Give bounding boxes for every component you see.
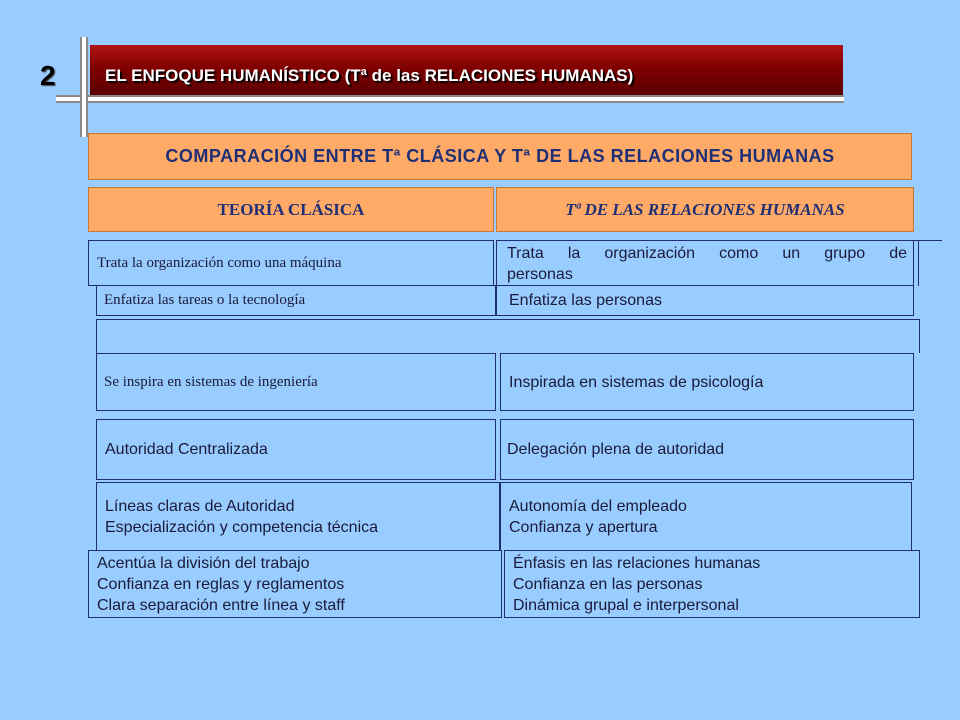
row-6-classic-line-2: Confianza en reglas y reglamentos [97,575,345,593]
row-2-human [496,285,914,316]
slide-title: EL ENFOQUE HUMANÍSTICO (Tª de las RELACIONES HUMANAS) [105,66,634,85]
row-1-human [496,240,914,286]
row-6-human-line-2: Confianza en las personas [513,575,703,593]
row-5-classic [96,482,500,550]
header-vertical-rule [80,37,88,137]
row-6-classic-line-3: Clara separación entre línea y staff [97,596,345,614]
row-4-human [500,419,914,480]
row-5-human [500,482,912,550]
column-header-human-relations: Tª DE LAS RELACIONES HUMANAS [496,187,914,232]
row-6-human-line-1: Énfasis en las relaciones humanas [513,554,761,572]
row-6-classic [88,550,502,618]
row-4-classic [96,419,496,480]
column-header-classic: TEORÍA CLÁSICA [88,187,494,232]
row-3-classic-text: Se inspira en sistemas de ingeniería [104,373,318,390]
slide-number: 2 [40,60,56,91]
row-4-human-text: Delegación plena de autoridad [507,441,725,458]
row-4-classic-text: Autoridad Centralizada [105,441,268,458]
row-5-classic-line-2: Especialización y competencia técnica [105,518,379,536]
row-3-human-text: Inspirada en sistemas de psicología [509,373,764,391]
row-2-human-text: Enfatiza las personas [509,292,662,309]
row-5-classic-line-1: Líneas claras de Autoridad [105,497,295,515]
row-3-human [500,353,914,411]
row-5-human-line-2: Confianza y apertura [509,518,658,536]
row-1-classic [88,240,494,286]
comparison-heading: COMPARACIÓN ENTRE Tª CLÁSICA Y Tª DE LAS RELACIONES HUMANAS [88,133,912,180]
row-6-human-line-3: Dinámica grupal e interpersonal [513,596,739,614]
row-5-human-line-1: Autonomía del empleado [509,497,687,515]
row-3-classic [96,353,496,411]
row-2-classic-text: Enfatiza las tareas o la tecnología [104,292,306,308]
row-1-human-text: Trata la organización como un grupo de personas [507,245,907,283]
row-6-classic-line-1: Acentúa la división del trabajo [97,554,310,572]
header-horizontal-rule [56,95,844,103]
row-2-classic [96,285,496,316]
row-1-classic-text: Trata la organización como una máquina [97,254,342,271]
empty-row [96,319,920,353]
row-1-edge-vertical [918,240,919,286]
row-6-human [504,550,920,618]
